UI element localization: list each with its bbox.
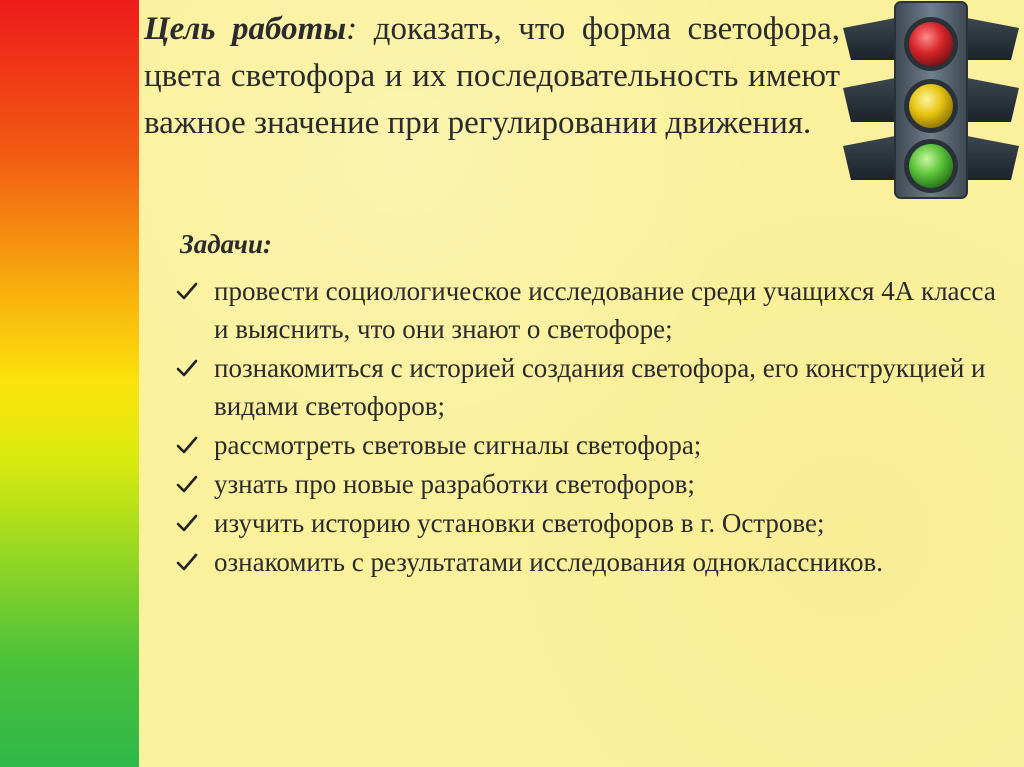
task-text: узнать про новые разработки светофоров; xyxy=(214,469,695,499)
check-icon xyxy=(176,349,214,387)
list-item xyxy=(176,465,996,503)
task-text: рассмотреть световые сигналы светофора; xyxy=(214,430,702,460)
list-item xyxy=(176,426,996,464)
yellow-signal-icon xyxy=(909,84,953,128)
check-icon xyxy=(176,465,214,503)
goal-text: доказать, что форма светофора, цвета светофора и их последовательность имеют важное значение при регулировании движения. xyxy=(144,11,840,141)
task-text: изучить историю установки светофоров в г. Острове; xyxy=(214,508,825,538)
tasks-title: Задачи: xyxy=(180,229,272,259)
list-item xyxy=(176,543,996,581)
task-text: познакомиться с историей создания светофора, его конструкцией и видами светофоров; xyxy=(214,353,986,421)
red-signal-icon xyxy=(909,22,953,66)
task-text: ознакомить с результатами исследования одноклассников. xyxy=(214,547,884,577)
green-signal-icon xyxy=(909,144,953,188)
list-item xyxy=(176,504,996,542)
tasks-section xyxy=(176,226,996,582)
goal-label: Цель работы xyxy=(144,11,347,47)
list-item xyxy=(176,349,996,425)
task-text: провести социологическое исследование среди учащихся 4А класса и выяснить, что они знают о светофоре; xyxy=(214,276,996,344)
list-item xyxy=(176,272,996,348)
check-icon xyxy=(176,504,214,542)
check-icon xyxy=(176,426,214,464)
check-icon xyxy=(176,272,214,310)
goal-paragraph xyxy=(144,6,840,147)
task-list xyxy=(176,272,996,581)
check-icon xyxy=(176,543,214,581)
color-gradient-bar xyxy=(0,0,139,767)
traffic-light-icon xyxy=(843,0,1019,200)
goal-colon: : xyxy=(346,11,358,47)
